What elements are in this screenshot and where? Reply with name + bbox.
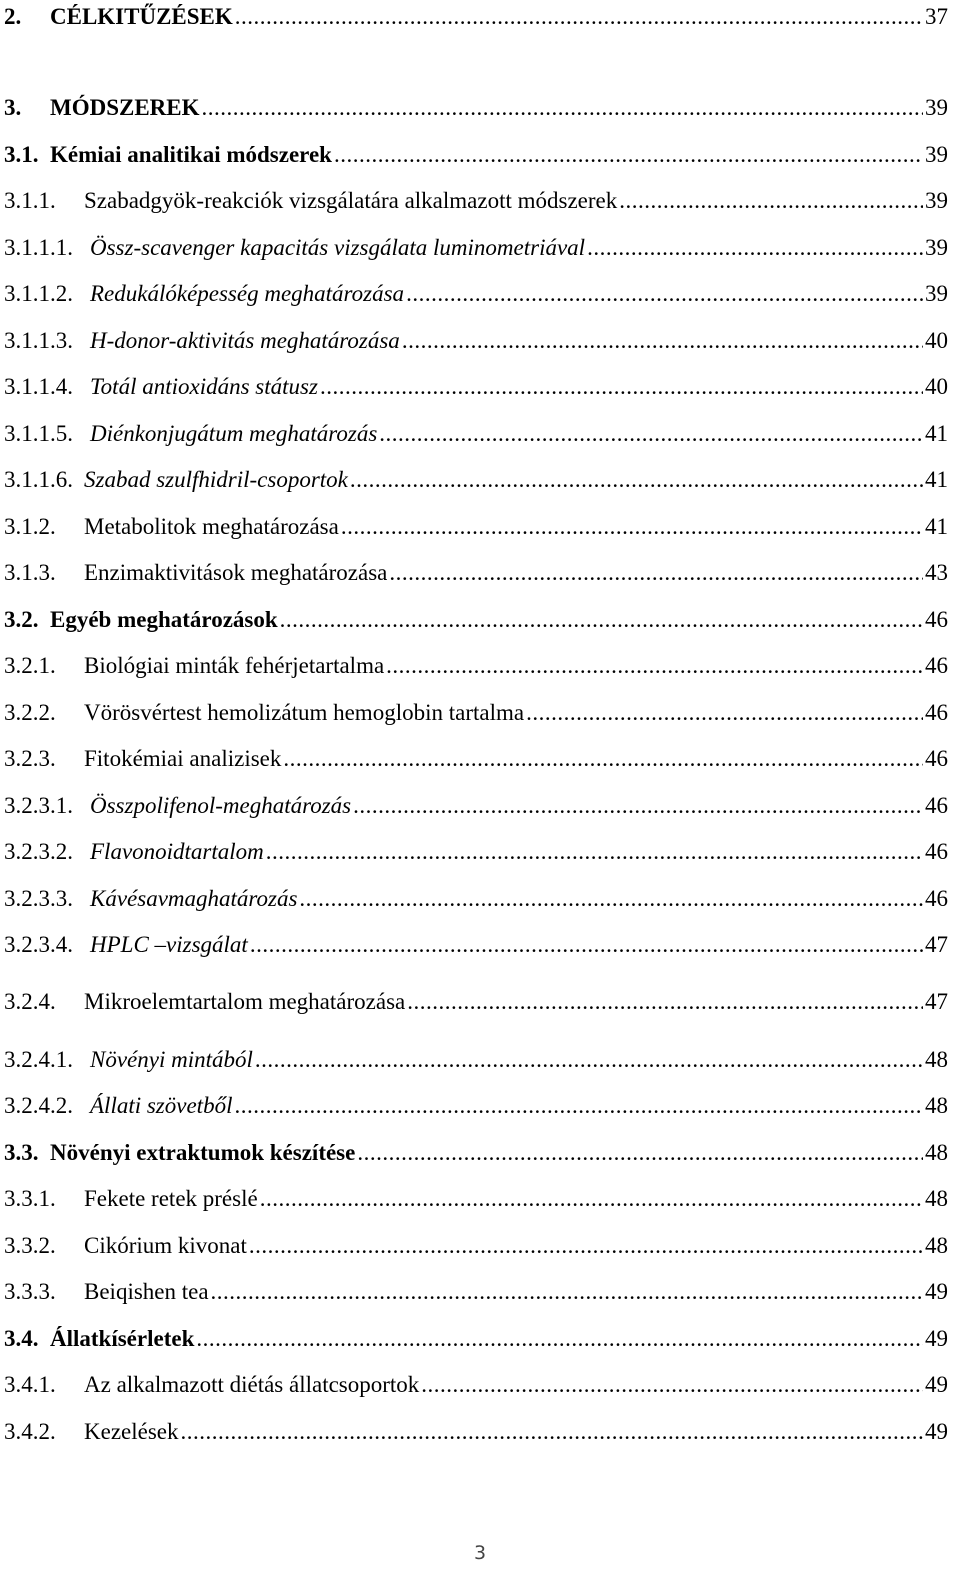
toc-entry[interactable] bbox=[4, 835, 948, 869]
toc-entry-number: 3.2.2. bbox=[4, 700, 56, 725]
toc-entry-title: Szabad szulfhidril-csoportok bbox=[84, 467, 348, 492]
toc-entry-page: 41 bbox=[925, 421, 948, 446]
toc-entry[interactable] bbox=[4, 0, 948, 34]
toc-entry[interactable] bbox=[4, 928, 948, 962]
toc-entry-page: 48 bbox=[925, 1093, 948, 1118]
toc-entry-title: Flavonoidtartalom bbox=[90, 839, 264, 864]
dot-leader bbox=[386, 649, 923, 683]
toc-entry[interactable] bbox=[4, 1089, 948, 1123]
dot-leader bbox=[266, 835, 923, 869]
toc-entry-number: 3.4.1. bbox=[4, 1372, 56, 1397]
toc-entry[interactable] bbox=[4, 510, 948, 544]
toc-entry-number: 3.2.3.1. bbox=[4, 793, 73, 818]
dot-leader bbox=[619, 184, 923, 218]
toc-entry[interactable] bbox=[4, 1229, 948, 1263]
toc-entry-page: 46 bbox=[925, 839, 948, 864]
toc-entry-page: 46 bbox=[925, 607, 948, 632]
toc-entry[interactable] bbox=[4, 1182, 948, 1216]
toc-entry-title: Kémiai analitikai módszerek bbox=[50, 142, 332, 167]
toc-entry-title: H-donor-aktivitás meghatározása bbox=[90, 328, 400, 353]
dot-leader bbox=[260, 1182, 923, 1216]
toc-entry-number: 3.3.1. bbox=[4, 1186, 56, 1211]
toc-entry[interactable] bbox=[4, 985, 948, 1019]
toc-entry-page: 46 bbox=[925, 746, 948, 771]
dot-leader bbox=[341, 510, 923, 544]
toc-entry[interactable] bbox=[4, 1275, 948, 1309]
toc-entry-number: 3. bbox=[4, 95, 22, 120]
toc-entry-number: 3.2.4.2. bbox=[4, 1093, 73, 1118]
toc-entry-page: 49 bbox=[925, 1279, 948, 1304]
toc-entry-title: Biológiai minták fehérjetartalma bbox=[84, 653, 385, 678]
dot-leader bbox=[353, 789, 923, 823]
toc-entry[interactable] bbox=[4, 91, 948, 125]
toc-entry-number: 2. bbox=[4, 4, 22, 29]
toc-entry-title: Kezelések bbox=[84, 1419, 179, 1444]
toc-entry-page: 49 bbox=[925, 1419, 948, 1444]
toc-entry-number: 3.2.4. bbox=[4, 989, 56, 1014]
toc-entry-page: 39 bbox=[925, 95, 948, 120]
toc-entry[interactable] bbox=[4, 370, 948, 404]
toc-entry-number: 3.1.1.6. bbox=[4, 467, 73, 492]
toc-entry-title: Állati szövetből bbox=[90, 1093, 233, 1118]
toc-entry-number: 3.2.4.1. bbox=[4, 1047, 73, 1072]
toc-entry-title: Összpolifenol-meghatározás bbox=[90, 793, 352, 818]
toc-entry-title: Fekete retek préslé bbox=[84, 1186, 258, 1211]
toc-entry-page: 48 bbox=[925, 1233, 948, 1258]
toc-entry-page: 48 bbox=[925, 1140, 948, 1165]
dot-leader bbox=[379, 417, 923, 451]
toc-entry-number: 3.4. bbox=[4, 1326, 39, 1351]
toc-entry-page: 47 bbox=[925, 989, 948, 1014]
toc-entry-title: Totál antioxidáns státusz bbox=[90, 374, 318, 399]
toc-entry-page: 41 bbox=[925, 514, 948, 539]
toc-entry[interactable] bbox=[4, 417, 948, 451]
toc-entry-page: 49 bbox=[925, 1326, 948, 1351]
toc-entry-page: 39 bbox=[925, 188, 948, 213]
toc-entry-title: Redukálóképesség meghatározása bbox=[90, 281, 405, 306]
toc-entry-number: 3.2.3.4. bbox=[4, 932, 73, 957]
toc-entry-page: 40 bbox=[925, 328, 948, 353]
toc-entry[interactable] bbox=[4, 789, 948, 823]
toc-entry-number: 3.1.1.3. bbox=[4, 328, 73, 353]
toc-entry-number: 3.2. bbox=[4, 607, 39, 632]
toc-entry-title: Növényi extraktumok készítése bbox=[50, 1140, 356, 1165]
toc-entry-title: Szabadgyök-reakciók vizsgálatára alkalmazott módszerek bbox=[84, 188, 618, 213]
toc-entry[interactable] bbox=[4, 603, 948, 637]
toc-entry-title: Enzimaktivitások meghatározása bbox=[84, 560, 388, 585]
toc-entry[interactable] bbox=[4, 882, 948, 916]
toc-entry-title: Állatkísérletek bbox=[50, 1326, 195, 1351]
toc-entry-page: 46 bbox=[925, 700, 948, 725]
toc-entry-title: Cikórium kivonat bbox=[84, 1233, 247, 1258]
dot-leader bbox=[389, 556, 923, 590]
dot-leader bbox=[283, 742, 923, 776]
toc-entry[interactable] bbox=[4, 696, 948, 730]
toc-entry-title: Vörösvértest hemolizátum hemoglobin tartalma bbox=[84, 700, 525, 725]
dot-leader bbox=[421, 1368, 923, 1402]
toc-entry-page: 39 bbox=[925, 142, 948, 167]
toc-entry-number: 3.1.3. bbox=[4, 560, 56, 585]
toc-entry-page: 39 bbox=[925, 235, 948, 260]
page-number: 3 bbox=[473, 1542, 487, 1564]
dot-leader bbox=[407, 985, 923, 1019]
toc-entry[interactable] bbox=[4, 1322, 948, 1356]
dot-leader bbox=[249, 1229, 923, 1263]
toc-entry-title: Kávésavmaghatározás bbox=[90, 886, 298, 911]
dot-leader bbox=[299, 882, 923, 916]
dot-leader bbox=[211, 1275, 923, 1309]
toc-entry[interactable] bbox=[4, 463, 948, 497]
toc-entry[interactable] bbox=[4, 1043, 948, 1077]
toc-entry[interactable] bbox=[4, 649, 948, 683]
toc-entry-number: 3.2.1. bbox=[4, 653, 56, 678]
toc-entry-number: 3.2.3.3. bbox=[4, 886, 73, 911]
toc-entry-number: 3.1.1. bbox=[4, 188, 56, 213]
toc-entry[interactable] bbox=[4, 184, 948, 218]
dot-leader bbox=[250, 928, 923, 962]
dot-leader bbox=[357, 1136, 923, 1170]
toc-entry-number: 3.1.1.2. bbox=[4, 281, 73, 306]
toc-entry-title: Beiqishen tea bbox=[84, 1279, 209, 1304]
dot-leader bbox=[406, 277, 923, 311]
toc-entry[interactable] bbox=[4, 556, 948, 590]
toc-entry-number: 3.3.2. bbox=[4, 1233, 56, 1258]
dot-leader bbox=[350, 463, 923, 497]
toc-entry-number: 3.3. bbox=[4, 1140, 39, 1165]
toc-entry-page: 47 bbox=[925, 932, 948, 957]
toc-entry-title: CÉLKITŰZÉSEK bbox=[50, 4, 233, 29]
toc-entry-page: 43 bbox=[925, 560, 948, 585]
dot-leader bbox=[255, 1043, 923, 1077]
dot-leader bbox=[181, 1415, 924, 1449]
dot-leader bbox=[235, 0, 923, 34]
toc-entry[interactable] bbox=[4, 231, 948, 265]
dot-leader bbox=[320, 370, 923, 404]
dot-leader bbox=[280, 603, 923, 637]
toc-entry-title: Diénkonjugátum meghatározás bbox=[90, 421, 378, 446]
toc-entry-page: 37 bbox=[925, 4, 948, 29]
toc-entry-number: 3.4.2. bbox=[4, 1419, 56, 1444]
toc-entry-page: 46 bbox=[925, 793, 948, 818]
toc-entry-number: 3.1.2. bbox=[4, 514, 56, 539]
toc-entry-number: 3.1. bbox=[4, 142, 39, 167]
dot-leader bbox=[402, 324, 923, 358]
toc-entry[interactable] bbox=[4, 138, 948, 172]
toc-entry-page: 46 bbox=[925, 886, 948, 911]
toc-entry[interactable] bbox=[4, 1415, 948, 1449]
dot-leader bbox=[587, 231, 923, 265]
toc-entry-number: 3.1.1.4. bbox=[4, 374, 73, 399]
toc-entry[interactable] bbox=[4, 277, 948, 311]
toc-entry[interactable] bbox=[4, 742, 948, 776]
toc-entry-title: HPLC –vizsgálat bbox=[90, 932, 248, 957]
toc-entry-page: 46 bbox=[925, 653, 948, 678]
dot-leader bbox=[202, 91, 923, 125]
toc-entry-number: 3.3.3. bbox=[4, 1279, 56, 1304]
toc-entry[interactable] bbox=[4, 324, 948, 358]
toc-entry[interactable] bbox=[4, 1368, 948, 1402]
toc-entry-number: 3.2.3. bbox=[4, 746, 56, 771]
toc-entry-title: Össz-scavenger kapacitás vizsgálata luminometriával bbox=[90, 235, 586, 260]
toc-entry-number: 3.1.1.5. bbox=[4, 421, 73, 446]
toc-entry-number: 3.1.1.1. bbox=[4, 235, 73, 260]
toc-entry-page: 48 bbox=[925, 1186, 948, 1211]
toc-entry-title: Metabolitok meghatározása bbox=[84, 514, 339, 539]
toc-entry-title: Az alkalmazott diétás állatcsoportok bbox=[84, 1372, 420, 1397]
toc-entry-title: MÓDSZEREK bbox=[50, 95, 200, 120]
dot-leader bbox=[196, 1322, 923, 1356]
toc-entry-title: Növényi mintából bbox=[90, 1047, 253, 1072]
toc-entry-page: 41 bbox=[925, 467, 948, 492]
toc-entry-page: 40 bbox=[925, 374, 948, 399]
dot-leader bbox=[334, 138, 923, 172]
toc-entry[interactable] bbox=[4, 1136, 948, 1170]
toc-entry-title: Mikroelemtartalom meghatározása bbox=[84, 989, 406, 1014]
dot-leader bbox=[526, 696, 923, 730]
dot-leader bbox=[234, 1089, 923, 1123]
toc-entry-title: Egyéb meghatározások bbox=[50, 607, 278, 632]
toc-entry-number: 3.2.3.2. bbox=[4, 839, 73, 864]
toc-entry-page: 39 bbox=[925, 281, 948, 306]
toc-entry-page: 48 bbox=[925, 1047, 948, 1072]
toc-entry-page: 49 bbox=[925, 1372, 948, 1397]
toc-entry-title: Fitokémiai analizisek bbox=[84, 746, 282, 771]
